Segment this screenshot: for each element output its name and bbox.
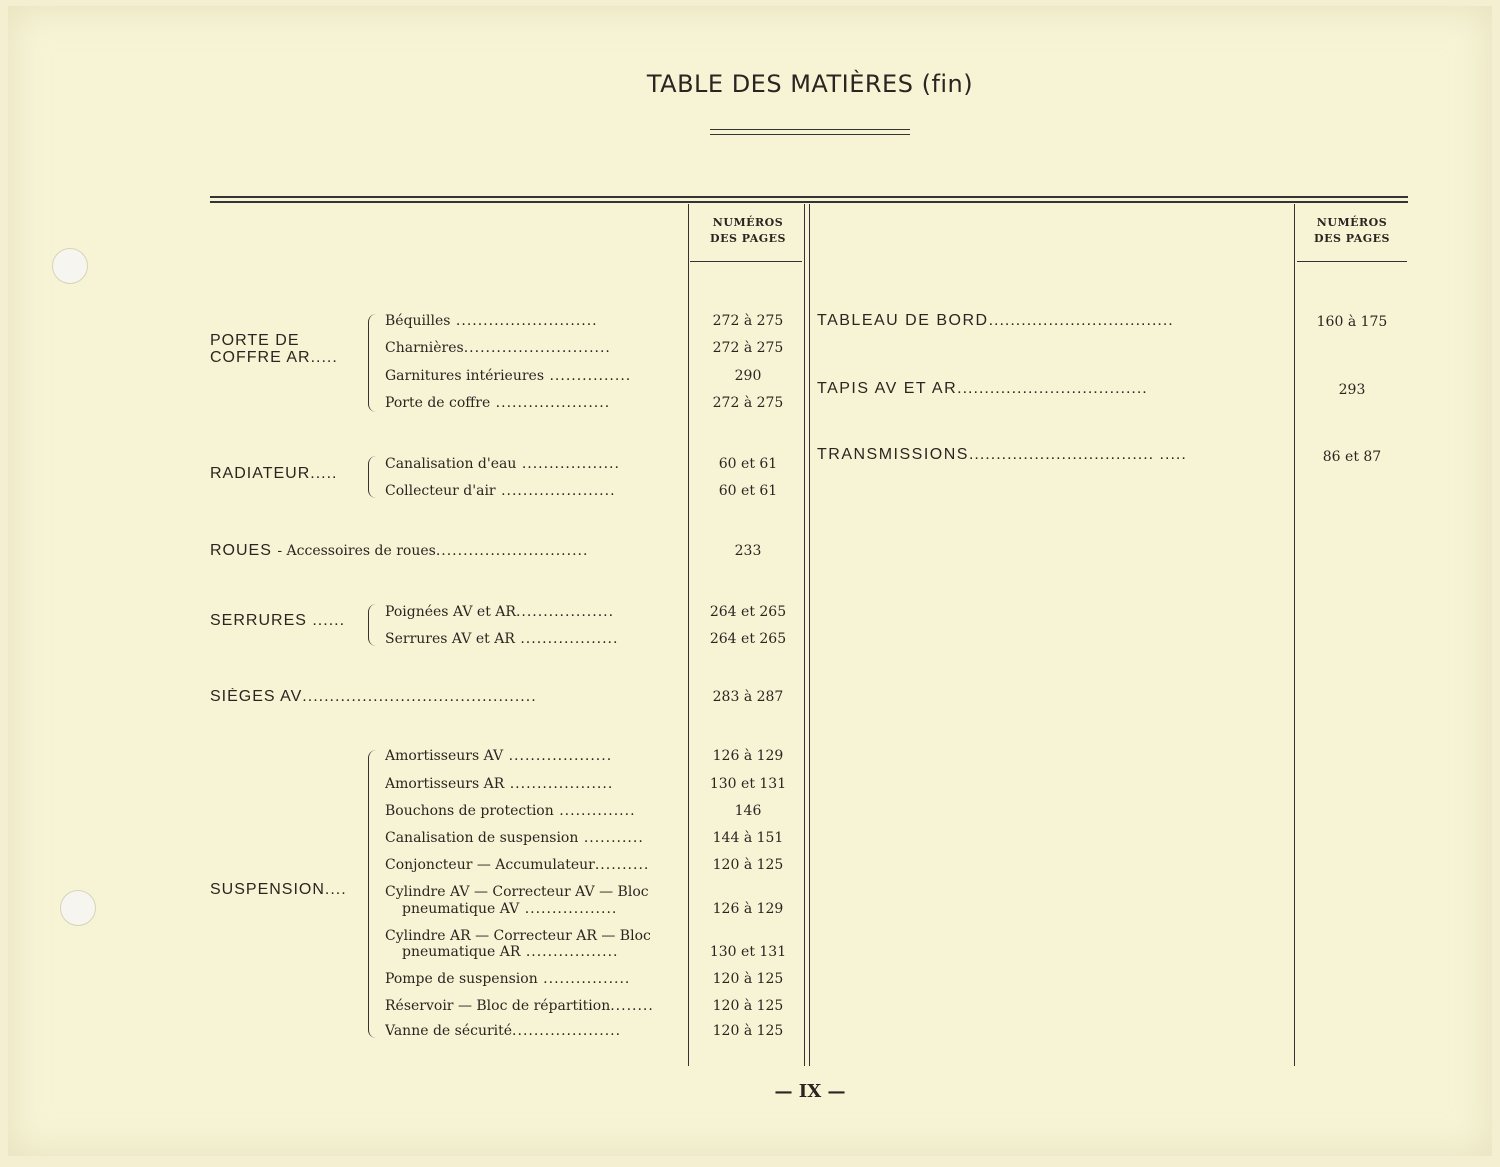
pages-porte-de-coffre: 272 à 275 (712, 395, 784, 411)
item-canalisation-suspension: Canalisation de suspension ........... (385, 830, 644, 846)
sieges-dots: ........................................... (302, 689, 537, 705)
item-bouchons: Bouchons de protection .............. (385, 803, 636, 819)
pages-serrures: 264 et 265 (709, 631, 787, 647)
pages-reservoir: 120 à 125 (712, 998, 784, 1014)
item-collecteur-air: Collecteur d'air ..................... (385, 483, 616, 499)
pages-poignees: 264 et 265 (709, 604, 787, 620)
pages-collecteur-air: 60 et 61 (718, 483, 778, 499)
left-header-line2: DES PAGES (710, 232, 786, 245)
right-pages-header (1298, 215, 1406, 247)
category-serrures: SERRURES ...... (210, 612, 346, 629)
title-underline-2 (710, 134, 910, 135)
item-reservoir: Réservoir — Bloc de répartition........ (385, 998, 654, 1014)
item-charnieres: Charnières........................... (385, 340, 611, 356)
pages-roues: 233 (734, 543, 762, 559)
category-porte-de-coffre: PORTE DE COFFRE AR..... (210, 332, 338, 366)
punch-hole-bottom (60, 890, 96, 926)
table-top-rule-1 (210, 196, 1408, 198)
pages-amortisseurs-av: 126 à 129 (712, 748, 784, 764)
entry-tableau-de-bord: TABLEAU DE BORD.................................. (817, 312, 1174, 329)
pages-tapis: 293 (1338, 382, 1366, 398)
pages-pompe: 120 à 125 (712, 971, 784, 987)
category-radiateur: RADIATEUR..... (210, 465, 338, 482)
brace-radiateur (368, 456, 377, 498)
item-amortisseurs-ar: Amortisseurs AR ................... (385, 776, 614, 792)
pages-transmissions: 86 et 87 (1322, 449, 1382, 465)
entry-tapis: TAPIS AV ET AR................................... (817, 380, 1148, 397)
entry-sieges-av (210, 688, 686, 706)
pages-canalisation-eau: 60 et 61 (718, 456, 778, 472)
right-header-line1: NUMÉROS (1316, 216, 1388, 229)
right-header-line2: DES PAGES (1314, 232, 1390, 245)
brace-serrures (368, 604, 377, 646)
left-pages-header (692, 215, 804, 247)
item-serrures: Serrures AV et AR .................. (385, 631, 619, 647)
pages-vanne: 120 à 125 (712, 1023, 784, 1039)
brace-porte-de-coffre (368, 314, 377, 412)
pages-amortisseurs-ar: 130 et 131 (709, 776, 787, 792)
item-canalisation-eau: Canalisation d'eau .................. (385, 456, 620, 472)
item-porte-de-coffre: Porte de coffre ..................... (385, 395, 611, 411)
pages-charnieres: 272 à 275 (712, 340, 784, 356)
roues-sublabel: - Accessoires de roues (277, 543, 436, 559)
table-top-rule-2 (210, 201, 1408, 203)
pages-tableau-de-bord: 160 à 175 (1316, 314, 1388, 330)
entry-roues (210, 542, 686, 560)
item-cylindre-av-line2: pneumatique AV ................. (402, 901, 618, 917)
item-poignees: Poignées AV et AR.................. (385, 604, 615, 620)
item-bequilles: Béquilles .......................... (385, 313, 598, 329)
punch-hole-top (52, 248, 88, 284)
page-folio: — IX — (774, 1081, 846, 1102)
pages-cylindre-ar: 130 et 131 (709, 944, 787, 960)
pages-canalisation-suspension: 144 à 151 (712, 830, 784, 846)
left-header-line1: NUMÉROS (712, 216, 784, 229)
pages-bouchons: 146 (734, 803, 762, 819)
item-garnitures: Garnitures intérieures ............... (385, 368, 632, 384)
pages-sieges-av: 283 à 287 (712, 689, 784, 705)
pages-bequilles: 272 à 275 (712, 313, 784, 329)
brace-suspension (368, 750, 377, 1038)
item-amortisseurs-av: Amortisseurs AV ................... (385, 748, 613, 764)
item-pompe: Pompe de suspension ................ (385, 971, 631, 987)
item-vanne: Vanne de sécurité.................... (385, 1023, 622, 1039)
category-roues: ROUES (210, 542, 272, 559)
entry-transmissions: TRANSMISSIONS.................................. ..... (817, 446, 1187, 463)
title-underline-1 (710, 129, 910, 130)
category-suspension: SUSPENSION.... (210, 881, 347, 898)
roues-dots: ............................ (435, 543, 589, 559)
category-sieges-av: SIÈGES AV (210, 688, 303, 705)
pages-garnitures: 290 (734, 368, 762, 384)
left-header-rule (690, 261, 802, 262)
center-divider-1 (804, 204, 805, 1066)
item-cylindre-av: Cylindre AV — Correcteur AV — Bloc (385, 884, 649, 900)
item-cylindre-ar: Cylindre AR — Correcteur AR — Bloc (385, 928, 651, 944)
item-cylindre-ar-line2: pneumatique AR ................. (402, 944, 619, 960)
item-conjoncteur: Conjoncteur — Accumulateur.......... (385, 857, 650, 873)
right-header-rule (1297, 261, 1407, 262)
pages-cylindre-av: 126 à 129 (712, 901, 784, 917)
page-title: TABLE DES MATIÈRES (fin) (646, 70, 974, 98)
right-page-col-divider (1294, 204, 1295, 1066)
pages-conjoncteur: 120 à 125 (712, 857, 784, 873)
left-page-col-divider (688, 204, 689, 1066)
center-divider-2 (809, 204, 810, 1066)
